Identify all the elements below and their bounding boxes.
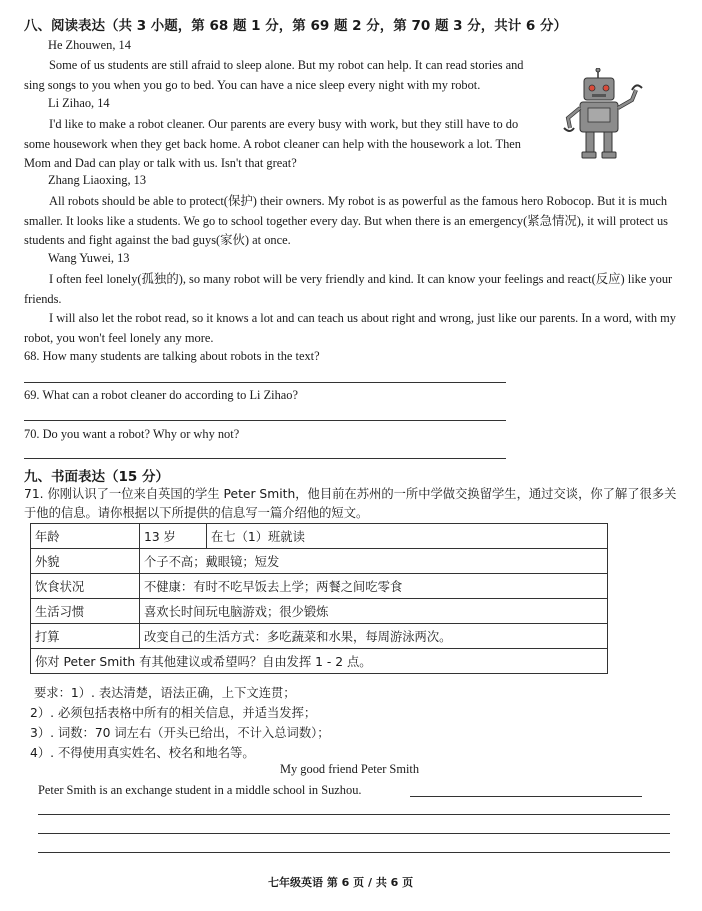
question-70: 70. Do you want a robot? Why or why not? xyxy=(24,427,240,441)
essay-line[interactable] xyxy=(38,833,670,834)
answer-line-70[interactable] xyxy=(24,458,506,459)
page-footer: 七年级英语 第 6 页 / 共 6 页 xyxy=(268,876,414,889)
section-8-title: 八、阅读表达（共 3 小题，第 68 题 1 分，第 69 题 2 分，第 70 题 3 分，共计 6 分） xyxy=(24,18,568,34)
requirement-item: 3）. 词数：70 词左右（开头已给出，不计入总词数）； xyxy=(30,726,330,740)
passage-paragraph: I'd like to make a robot cleaner. Our parents are every busy with work, but they still have to do some housework when they get back home. A robot cleaner can help with the housework a lot. Then Mom and Dad can play or talk with us. Isn't that great? xyxy=(24,117,521,170)
table-row xyxy=(31,549,608,574)
requirement-item: 要求：1）. 表达清楚，语法正确，上下文连贯； xyxy=(34,686,296,700)
appearance-value: 个子不高；戴眼镜；短发 xyxy=(140,549,608,574)
essay-title: My good friend Peter Smith xyxy=(280,762,420,776)
habits-value: 喜欢长时间玩电脑游戏；很少锻炼 xyxy=(140,599,608,624)
passage-paragraph: I often feel lonely(孤独的), so many robot will be very friendly and kind. It can know your feelings and react(反应) like your friends. xyxy=(24,272,673,306)
passage-paragraph: I will also let the robot read, so it knows a lot and can teach us about right and wrong, just like our parents. In a word, with my robot, you won't feel lonely any more. xyxy=(24,311,676,345)
diet-value: 不健康：有时不吃早饭去上学；两餐之间吃零食 xyxy=(140,574,608,599)
writing-prompt: 71. 你刚认识了一位来自英国的学生 Peter Smith，他目前在苏州的一所中学做交换留学生，通过交谈，你了解了很多关于他的信息。请你根据以下所提供的信息写一篇介绍他的短文。 xyxy=(24,487,677,520)
essay-line[interactable] xyxy=(410,796,642,797)
author-name: Zhang Liaoxing, 13 xyxy=(48,173,147,187)
requirement-item: 2）. 必须包括表格中所有的相关信息，并适当发挥； xyxy=(30,706,317,720)
row-label-age: 年龄 xyxy=(31,524,140,549)
essay-line[interactable] xyxy=(38,852,670,853)
row-label-diet: 饮食状况 xyxy=(31,574,140,599)
table-row xyxy=(31,524,608,549)
table-row xyxy=(31,649,608,674)
requirement-item: 4）. 不得使用真实姓名、校名和地名等。 xyxy=(30,746,255,760)
passage-paragraph: All robots should be able to protect(保护) their owners. My robot is as powerful as the famous hero Robocop. But it is much smaller. It looks like a students. We go to school together every day. But when there is an emergency(紧急情况), it will protect us students and fight against the bad guys(家伙) at once. xyxy=(24,194,668,247)
author-name: Li Zihao, 14 xyxy=(48,96,110,110)
row-label-appearance: 外貌 xyxy=(31,549,140,574)
essay-start: Peter Smith is an exchange student in a middle school in Suzhou. xyxy=(38,783,362,797)
table-row xyxy=(31,624,608,649)
suggestion-row: 你对 Peter Smith 有其他建议或希望吗？自由发挥 1 - 2 点。 xyxy=(31,649,608,674)
plans-value: 改变自己的生活方式：多吃蔬菜和水果，每周游泳两次。 xyxy=(140,624,608,649)
author-name: Wang Yuwei, 13 xyxy=(48,251,130,265)
author-name: He Zhouwen, 14 xyxy=(48,38,131,52)
age-value: 13 岁 xyxy=(140,524,207,549)
row-label-plans: 打算 xyxy=(31,624,140,649)
row-label-habits: 生活习惯 xyxy=(31,599,140,624)
question-69: 69. What can a robot cleaner do according to Li Zihao? xyxy=(24,388,298,402)
info-table xyxy=(30,523,608,674)
essay-line[interactable] xyxy=(38,814,670,815)
table-row xyxy=(31,574,608,599)
answer-line-68[interactable] xyxy=(24,382,506,383)
section-9-title: 九、书面表达（15 分） xyxy=(24,469,169,485)
table-row xyxy=(31,599,608,624)
passage-paragraph: Some of us students are still afraid to sleep alone. But my robot can help. It can read stories and sing songs to you when you go to bed. You can have a nice sleep every night with my robot. xyxy=(24,58,524,92)
class-value: 在七（1）班就读 xyxy=(207,524,608,549)
question-68: 68. How many students are talking about robots in the text? xyxy=(24,349,320,363)
answer-line-69[interactable] xyxy=(24,420,506,421)
robot-illustration xyxy=(558,68,658,164)
